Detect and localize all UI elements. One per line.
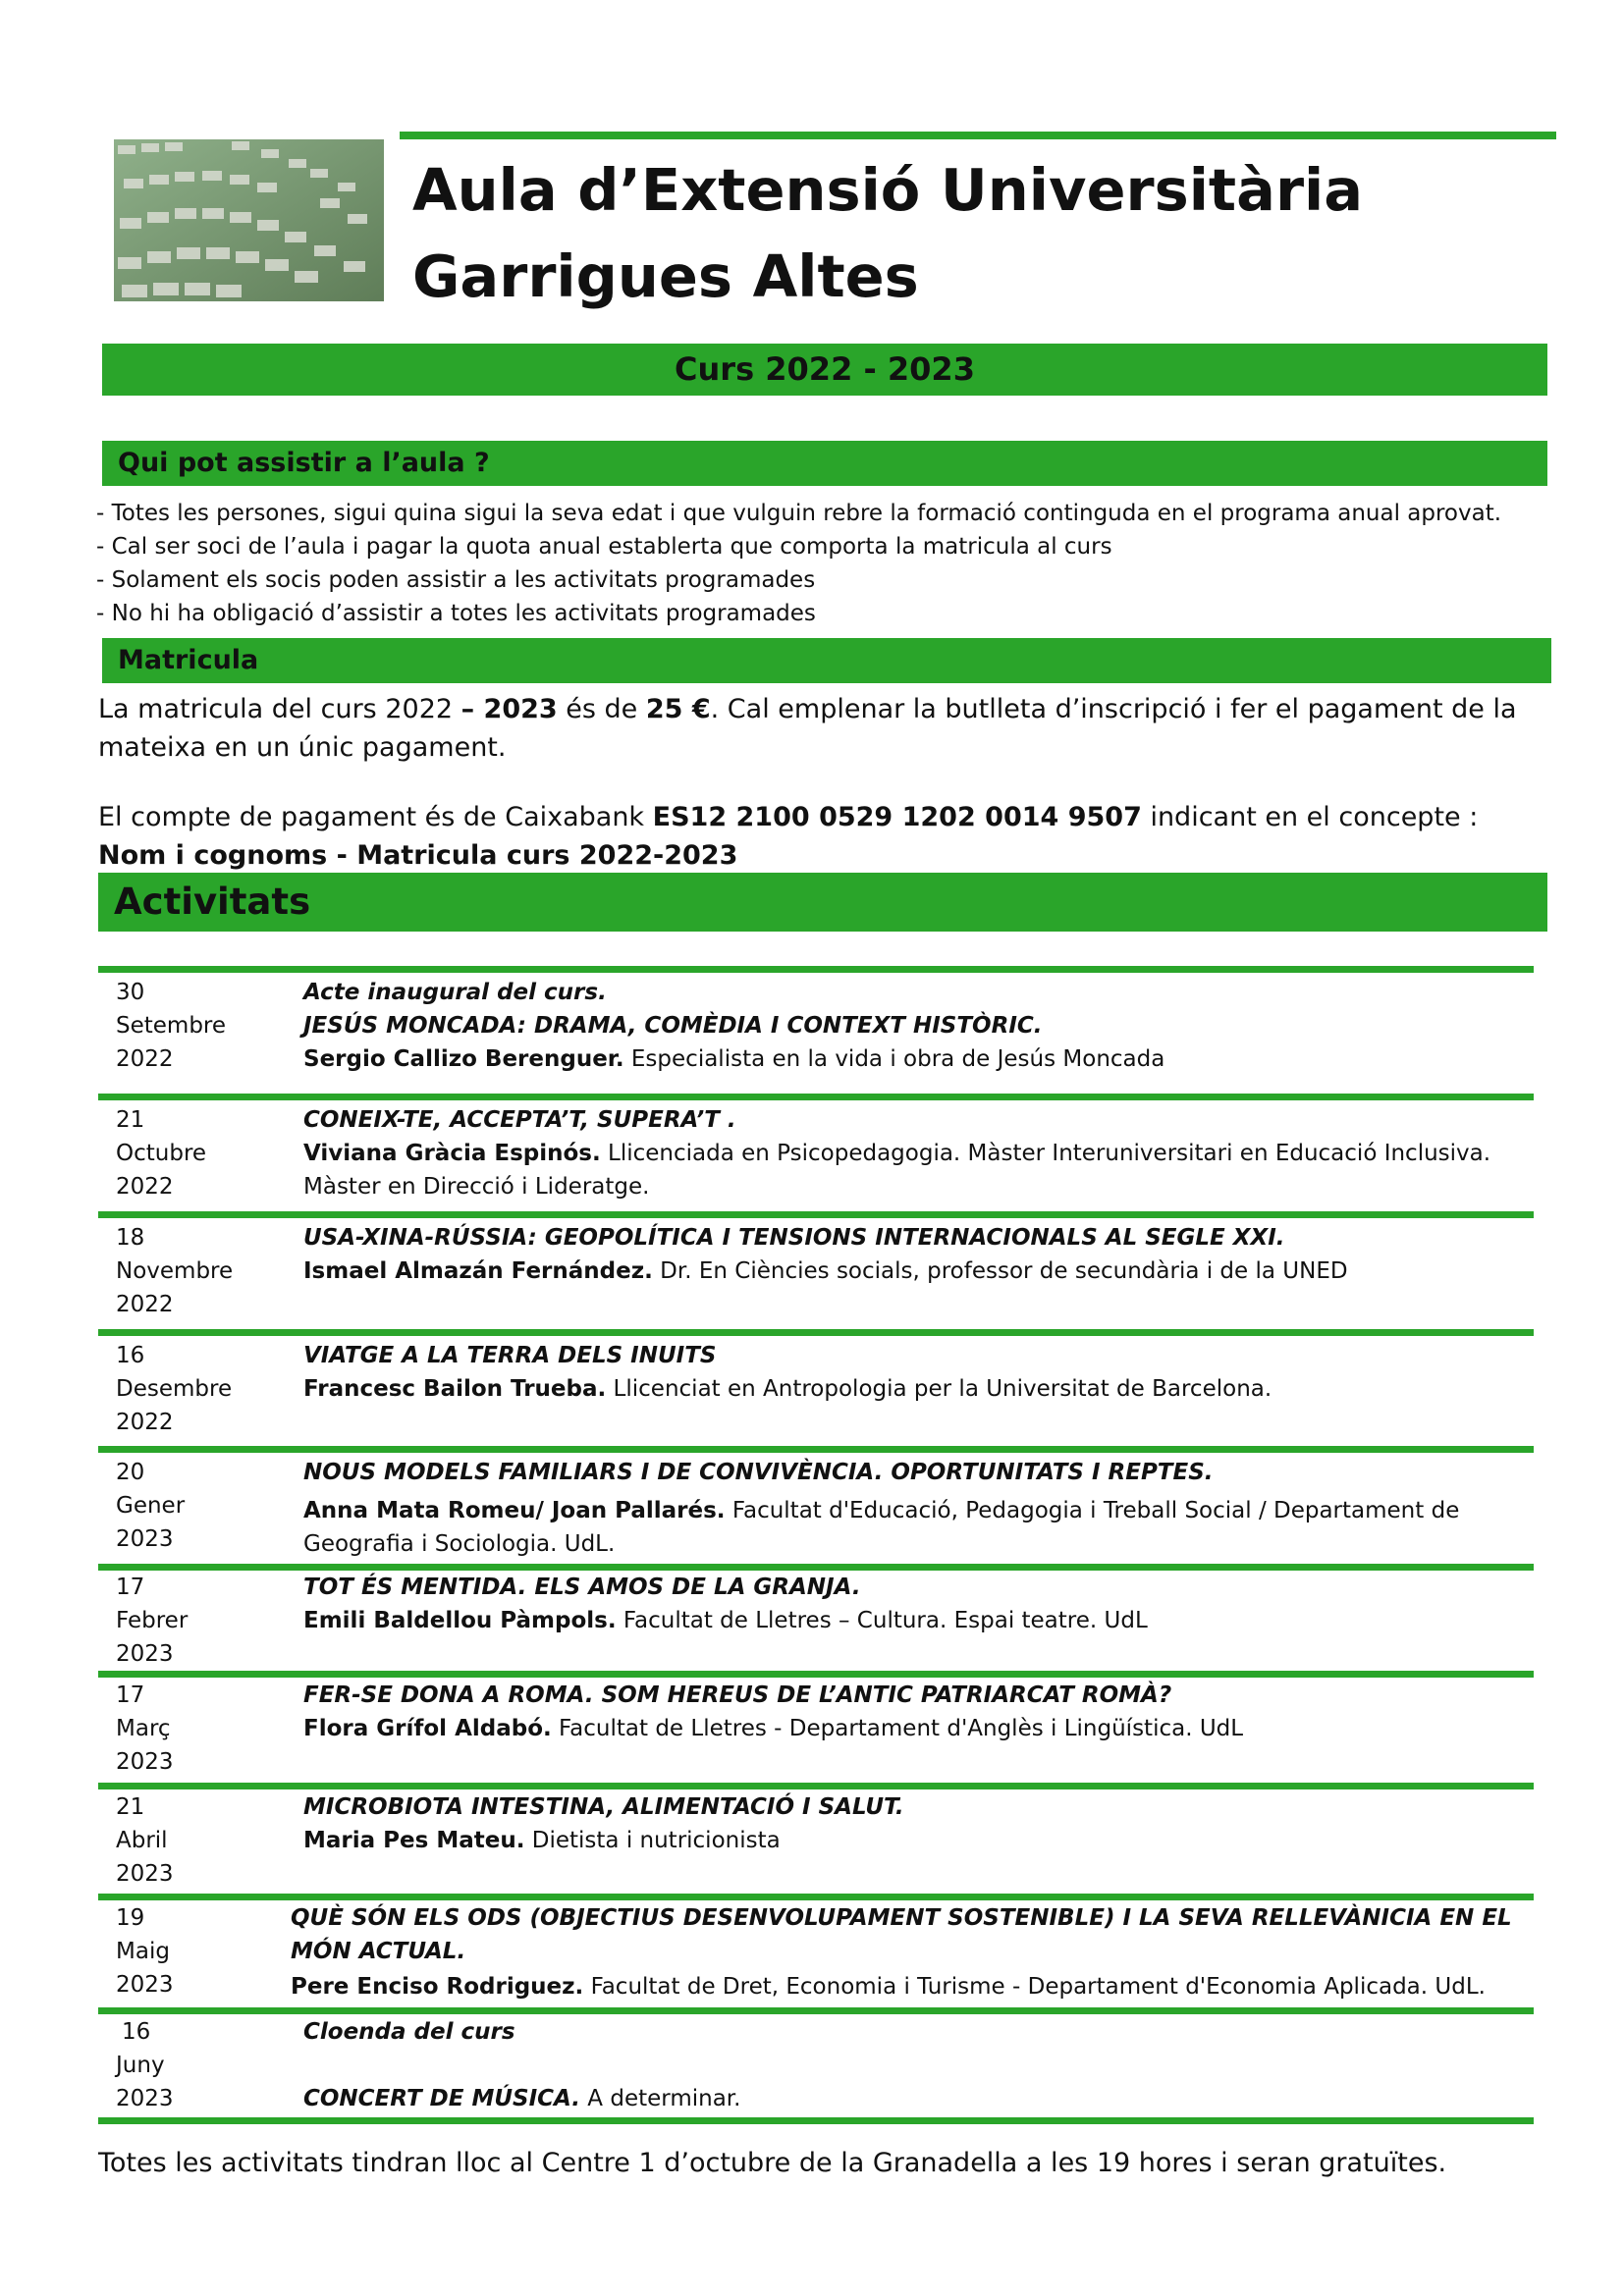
course-label: Curs 2022 - 2023 xyxy=(675,350,975,388)
activity-date xyxy=(116,1679,174,1779)
activity-content xyxy=(303,976,1531,1076)
row-divider xyxy=(98,1671,1534,1678)
row-divider xyxy=(98,1446,1534,1453)
activity-subtitle: Acte inaugural del curs. xyxy=(303,980,607,1005)
activity-speaker: Ismael Almazán Fernández. xyxy=(303,1258,653,1284)
footer-note: Totes les activitats tindran lloc al Centre 1 d’octubre de la Granadella a les 19 hores i seran gratuïtes. xyxy=(98,2148,1447,2178)
date-day: 21 xyxy=(116,1794,145,1820)
activity-title: JESÚS MONCADA: DRAMA, COMÈDIA I CONTEXT HISTÒRIC. xyxy=(303,1013,1043,1039)
activities-heading: Activitats xyxy=(114,881,311,923)
row-divider xyxy=(98,1783,1534,1789)
row-divider xyxy=(98,2007,1534,2014)
activity-date xyxy=(116,1571,188,1671)
activity-title: MICROBIOTA INTESTINA, ALIMENTACIÓ I SALUT. xyxy=(303,1794,904,1820)
activity-title: FER-SE DONA A ROMA. SOM HEREUS DE L’ANTIC PATRIARCAT ROMÀ? xyxy=(303,1682,1172,1708)
enrol-heading: Matricula xyxy=(118,645,259,675)
activity-description: Facultat de Dret, Economia i Turisme - Departament d'Economia Aplicada. UdL. xyxy=(583,1974,1486,2000)
activity-subtitle: Cloenda del curs xyxy=(303,2019,515,2045)
date-day: 17 xyxy=(116,1575,145,1600)
activity-speaker: Francesc Bailon Trueba. xyxy=(303,1376,607,1402)
date-day: 17 xyxy=(116,1682,145,1708)
activity-speaker: Viviana Gràcia Espinós. xyxy=(303,1141,601,1166)
page-title xyxy=(412,147,1363,320)
date-month: Març xyxy=(116,1716,171,1741)
list-item: - Solament els socis poden assistir a les activitats programades xyxy=(96,567,816,593)
activity-title: CONCERT DE MÚSICA. xyxy=(303,2086,580,2111)
date-month: Abril xyxy=(116,1828,168,1853)
activity-description: A determinar. xyxy=(580,2086,741,2111)
date-month: Desembre xyxy=(116,1376,233,1402)
header-logo-image xyxy=(114,139,384,301)
text: és de xyxy=(557,694,646,724)
activity-description: Especialista en la vida i obra de Jesús Moncada xyxy=(623,1046,1165,1072)
activity-content xyxy=(303,1571,1531,1637)
date-month: Octubre xyxy=(116,1141,207,1166)
who-heading: Qui pot assistir a l’aula ? xyxy=(118,448,490,478)
date-day: 16 xyxy=(116,1343,145,1368)
activity-speaker: Maria Pes Mateu. xyxy=(303,1828,525,1853)
date-month: Maig xyxy=(116,1939,170,1964)
text: El compte de pagament és de Caixabank xyxy=(98,802,653,832)
fee-amount: 25 € xyxy=(645,694,711,724)
list-item: - Cal ser soci de l’aula i pagar la quota anual establerta que comporta la matricula al curs xyxy=(96,534,1112,560)
row-divider xyxy=(98,1329,1534,1336)
date-year: 2023 xyxy=(116,1972,174,1998)
title-line-2: Garrigues Altes xyxy=(412,242,919,310)
date-year: 2023 xyxy=(116,1641,174,1667)
activity-description: Facultat d'Educació, Pedagogia i Treball Social / Departament de Geografia i Sociologia. UdL. xyxy=(303,1498,1460,1557)
course-banner xyxy=(102,344,1547,396)
activity-date xyxy=(116,976,226,1076)
date-year: 2023 xyxy=(116,1749,174,1775)
date-day: 16 xyxy=(122,2019,151,2045)
activity-title: CONEIX-TE, ACCEPTA’T, SUPERA’T . xyxy=(303,1107,736,1133)
activity-title: NOUS MODELS FAMILIARS I DE CONVIVÈNCIA. OPORTUNITATS I REPTES. xyxy=(303,1460,1214,1485)
activity-date xyxy=(116,1103,206,1203)
activity-content xyxy=(291,1901,1538,2003)
activity-description: Facultat de Lletres – Cultura. Espai teatre. UdL xyxy=(616,1608,1148,1633)
text: . Cal emplenar la butlleta d’inscripció i fer el pagament de la mateixa en un únic pagament. xyxy=(98,694,1517,763)
activity-speaker: Sergio Callizo Berenguer. xyxy=(303,1046,624,1072)
activity-speaker: Flora Grífol Aldabó. xyxy=(303,1716,552,1741)
date-day: 30 xyxy=(116,980,145,1005)
activity-content xyxy=(303,1339,1531,1406)
date-day: 21 xyxy=(116,1107,145,1133)
iban: ES12 2100 0529 1202 0014 9507 xyxy=(652,802,1142,832)
date-month: Gener xyxy=(116,1493,186,1519)
date-month: Setembre xyxy=(116,1013,227,1039)
date-day: 18 xyxy=(116,1225,145,1251)
activity-date xyxy=(116,1790,174,1891)
title-line-1: Aula d’Extensió Universitària xyxy=(412,156,1364,224)
activity-title: USA-XINA-RÚSSIA: GEOPOLÍTICA I TENSIONS INTERNACIONALS AL SEGLE XXI. xyxy=(303,1225,1285,1251)
activity-date xyxy=(116,1221,233,1321)
row-divider xyxy=(98,1564,1534,1571)
activity-content xyxy=(303,1790,1531,1857)
activity-description: Dietista i nutricionista xyxy=(524,1828,781,1853)
row-divider xyxy=(98,2117,1534,2124)
activity-date xyxy=(116,1339,232,1439)
enrol-heading-bar xyxy=(102,638,1551,683)
text: – 2023 xyxy=(460,694,558,724)
activity-date xyxy=(116,1456,185,1556)
date-year: 2022 xyxy=(116,1174,174,1200)
row-divider xyxy=(98,1094,1534,1100)
date-day: 20 xyxy=(116,1460,145,1485)
text: indicant en el concepte : xyxy=(1141,802,1479,832)
date-year: 2023 xyxy=(116,1861,174,1887)
date-year: 2023 xyxy=(116,2086,174,2111)
activity-speaker: Anna Mata Romeu/ Joan Pallarés. xyxy=(303,1498,726,1523)
enrol-payment-paragraph xyxy=(98,798,1542,875)
date-year: 2022 xyxy=(116,1292,174,1317)
activity-title: QUÈ SÓN ELS ODS (OBJECTIUS DESENVOLUPAMENT SOSTENIBLE) I LA SEVA RELLEVÀNICIA EN EL MÓN ACTUAL. xyxy=(291,1905,1512,1964)
activity-content xyxy=(303,2015,1531,2115)
date-year: 2022 xyxy=(116,1410,174,1435)
who-heading-bar xyxy=(102,441,1547,486)
activity-title: TOT ÉS MENTIDA. ELS AMOS DE LA GRANJA. xyxy=(303,1575,861,1600)
activity-date xyxy=(116,1901,174,2002)
activity-content xyxy=(303,1456,1531,1561)
list-item: - Totes les persones, sigui quina sigui la seva edat i que vulguin rebre la formació continguda en el programa anual aprovat. xyxy=(96,501,1502,526)
activity-description: Dr. En Ciències socials, professor de secundària i de la UNED xyxy=(652,1258,1348,1284)
activity-content xyxy=(303,1103,1531,1203)
activities-heading-bar xyxy=(98,873,1547,932)
activity-speaker: Pere Enciso Rodriguez. xyxy=(291,1974,584,2000)
payment-concept: Nom i cognoms - Matricula curs 2022-2023 xyxy=(98,840,738,871)
enrol-fee-paragraph xyxy=(98,690,1542,767)
header-top-rule xyxy=(400,132,1556,139)
row-divider xyxy=(98,1894,1534,1900)
date-day: 19 xyxy=(116,1905,145,1931)
activity-description: Llicenciat en Antropologia per la Universitat de Barcelona. xyxy=(606,1376,1272,1402)
date-year: 2022 xyxy=(116,1046,174,1072)
who-list xyxy=(96,497,1501,630)
activity-description: Facultat de Lletres - Departament d'Anglès i Lingüística. UdL xyxy=(551,1716,1244,1741)
date-year: 2023 xyxy=(116,1526,174,1552)
activity-description: Llicenciada en Psicopedagogia. Màster Interuniversitari en Educació Inclusiva. Màster en Direcció i Lideratge. xyxy=(303,1141,1491,1200)
activity-date xyxy=(116,2015,174,2115)
activity-content xyxy=(303,1679,1531,1745)
activity-speaker: Emili Baldellou Pàmpols. xyxy=(303,1608,617,1633)
date-month: Juny xyxy=(116,2053,165,2078)
date-month: Febrer xyxy=(116,1608,189,1633)
row-divider xyxy=(98,1211,1534,1218)
list-item: - No hi ha obligació d’assistir a totes les activitats programades xyxy=(96,601,816,626)
activity-content xyxy=(303,1221,1531,1288)
date-month: Novembre xyxy=(116,1258,234,1284)
activity-title: VIATGE A LA TERRA DELS INUITS xyxy=(303,1343,717,1368)
row-divider xyxy=(98,966,1534,973)
text: La matricula del curs 2022 xyxy=(98,694,461,724)
